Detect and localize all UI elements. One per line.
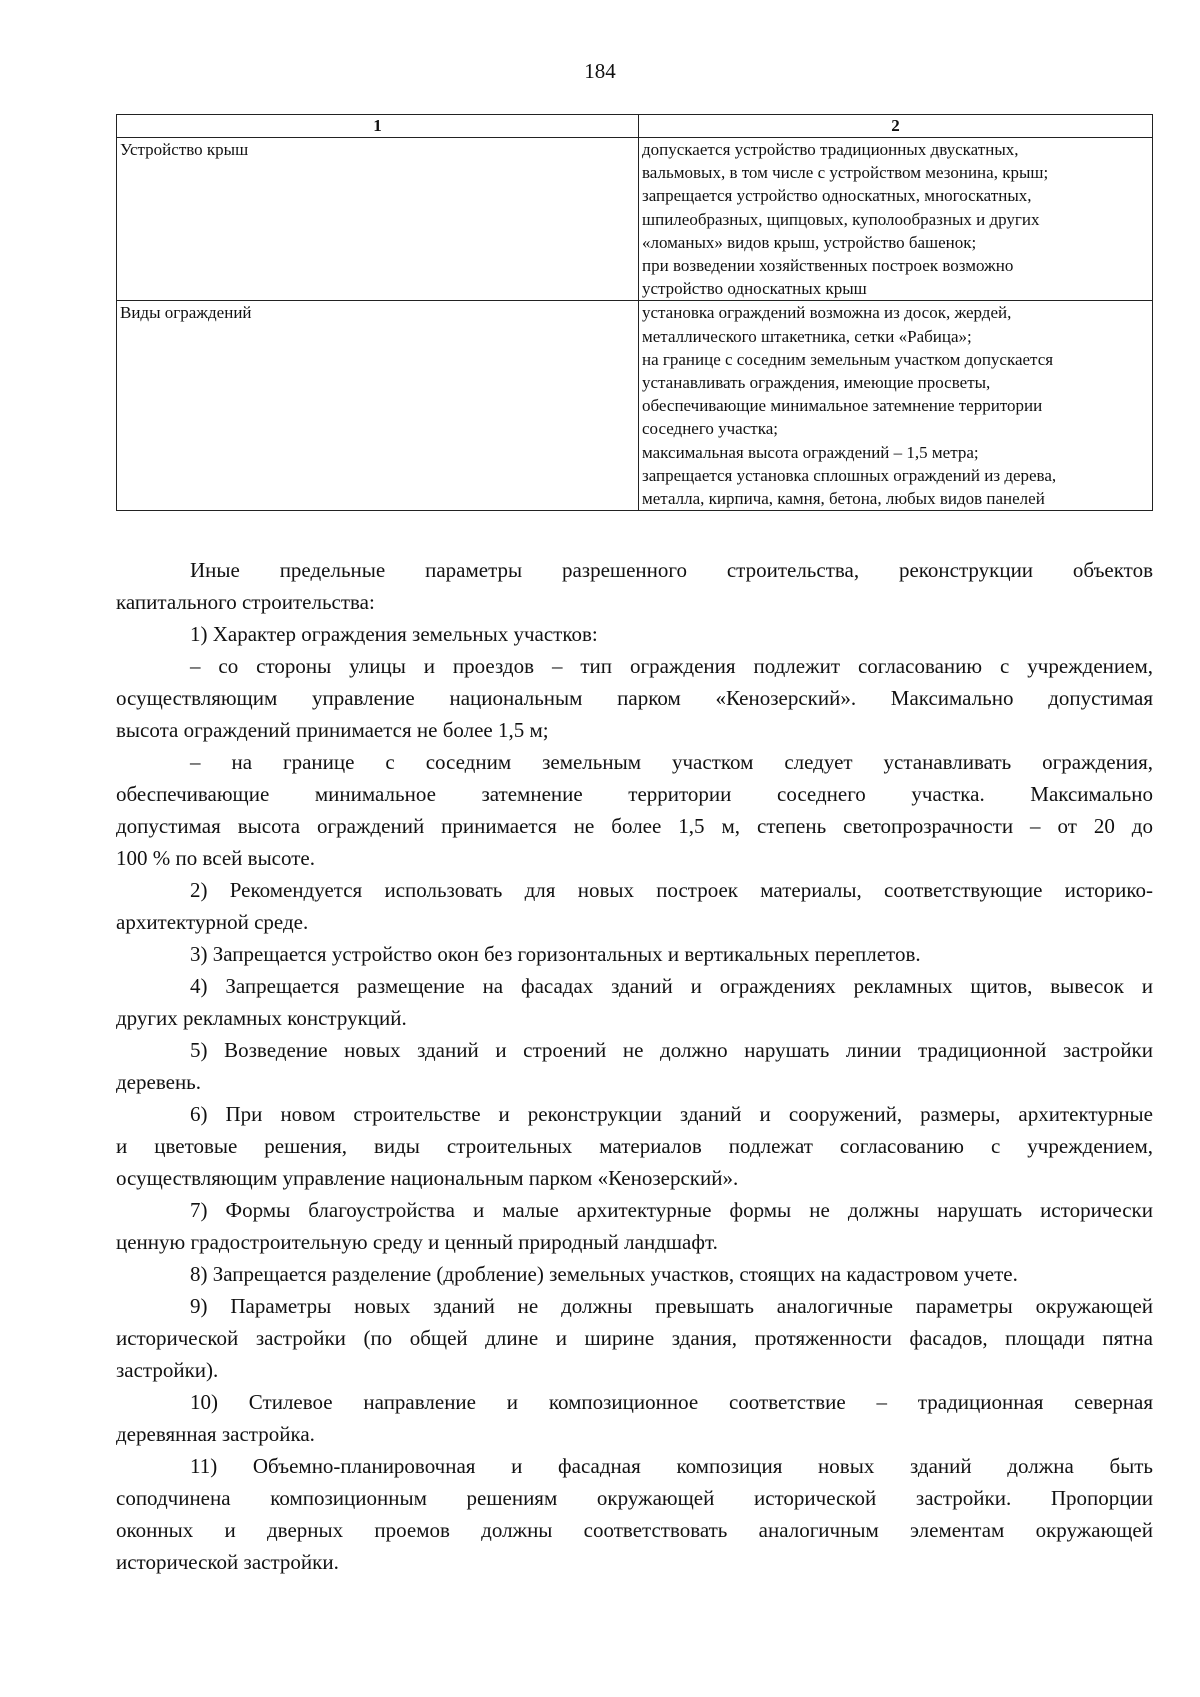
description-line: установка ограждений возможна из досок, жердей, (642, 303, 1012, 323)
parameters-table (116, 114, 1153, 511)
paragraph (116, 1450, 1153, 1578)
paragraph (116, 554, 1153, 618)
paragraph (116, 1290, 1153, 1386)
description-line: устанавливать ограждения, имеющие просветы, (642, 373, 991, 393)
paragraph-line: ценную градостроительную среду и ценный природный ландшафт. (116, 1230, 718, 1254)
paragraph-line: 11) Объемно-планировочная и фасадная композиция новых зданий должна быть (190, 1454, 1153, 1478)
paragraph (116, 1386, 1153, 1450)
paragraph-line: осуществляющим управление национальным парком «Кенозерский». Максимально допустимая (116, 686, 1153, 710)
description-line: металла, кирпича, камня, бетона, любых видов панелей (642, 489, 1045, 509)
paragraph-line: других рекламных конструкций. (116, 1006, 407, 1030)
column-header-1: 1 (117, 115, 639, 138)
table-row (117, 301, 1153, 511)
paragraph (116, 618, 1153, 650)
paragraph-line: 3) Запрещается устройство окон без горизонтальных и вертикальных переплетов. (190, 942, 921, 966)
description-line: металлического штакетника, сетки «Рабица»; (642, 326, 972, 346)
paragraph (116, 938, 1153, 970)
paragraph-line: капитального строительства: (116, 590, 375, 614)
description-line: запрещается устройство односкатных, многоскатных, (642, 186, 1032, 206)
description-line: шпилеобразных, щипцовых, куполообразных и других (642, 209, 1040, 229)
paragraph-line: 1) Характер ограждения земельных участков: (190, 622, 598, 646)
description-line: запрещается установка сплошных ограждений из дерева, (642, 465, 1057, 485)
description-line: обеспечивающие минимальное затемнение территории (642, 396, 1043, 416)
row-description (639, 301, 1153, 511)
paragraph-line: деревень. (116, 1070, 202, 1094)
paragraph-line: – на границе с соседним земельным участком следует устанавливать ограждения, (190, 750, 1153, 774)
row-label: Устройство крыш (117, 138, 639, 301)
paragraph-line: соподчинена композиционным решениям окружающей исторической застройки. Пропорции (116, 1486, 1153, 1510)
paragraph-line: оконных и дверных проемов должны соответствовать аналогичным элементам окружающей (116, 1518, 1153, 1542)
paragraph-line: высота ограждений принимается не более 1,5 м; (116, 718, 549, 742)
description-line: на границе с соседним земельным участком допускается (642, 349, 1054, 369)
paragraph-line: архитектурной среде. (116, 910, 309, 934)
table-header-row (117, 115, 1153, 138)
paragraph-line: застройки). (116, 1358, 219, 1382)
paragraph-line: Иные предельные параметры разрешенного строительства, реконструкции объектов (190, 558, 1153, 582)
paragraph-line: 6) При новом строительстве и реконструкции зданий и сооружений, размеры, архитектурные (190, 1102, 1153, 1126)
paragraph-line: обеспечивающие минимальное затемнение территории соседнего участка. Максимально (116, 782, 1153, 806)
description-line: соседнего участка; (642, 419, 778, 439)
paragraph-line: 8) Запрещается разделение (дробление) земельных участков, стоящих на кадастровом учете. (190, 1262, 1018, 1286)
column-header-2: 2 (639, 115, 1153, 138)
paragraph-line: 4) Запрещается размещение на фасадах зданий и ограждениях рекламных щитов, вывесок и (190, 974, 1153, 998)
page-number: 184 (584, 59, 616, 83)
paragraph-line: – со стороны улицы и проездов – тип ограждения подлежит согласованию с учреждением, (190, 654, 1153, 678)
paragraph (116, 1034, 1153, 1098)
row-label: Виды ограждений (117, 301, 639, 511)
paragraph-line: исторической застройки. (116, 1550, 339, 1574)
description-line: при возведении хозяйственных построек возможно (642, 256, 1014, 276)
paragraph (116, 874, 1153, 938)
description-line: максимальная высота ограждений – 1,5 метра; (642, 442, 979, 462)
body-text (116, 554, 1153, 1578)
paragraph (116, 1098, 1153, 1194)
paragraph (116, 1258, 1153, 1290)
paragraph-line: 7) Формы благоустройства и малые архитектурные формы не должны нарушать исторически (190, 1198, 1153, 1222)
paragraph-line: 2) Рекомендуется использовать для новых построек материалы, соответствующие историко- (190, 878, 1153, 902)
paragraph-line: 10) Стилевое направление и композиционное соответствие – традиционная северная (190, 1390, 1153, 1414)
table-row (117, 138, 1153, 301)
paragraph-line: допустимая высота ограждений принимается не более 1,5 м, степень светопрозрачности – от 20 до (116, 814, 1153, 838)
paragraph-line: осуществляющим управление национальным парком «Кенозерский». (116, 1166, 739, 1190)
description-line: «ломаных» видов крыш, устройство башенок; (642, 232, 977, 252)
paragraph-line: 100 % по всей высоте. (116, 846, 315, 870)
paragraph-line: 9) Параметры новых зданий не должны превышать аналогичные параметры окружающей (190, 1294, 1153, 1318)
description-line: вальмовых, в том числе с устройством мезонина, крыш; (642, 163, 1049, 183)
paragraph (116, 746, 1153, 874)
paragraph (116, 970, 1153, 1034)
paragraph-line: и цветовые решения, виды строительных материалов подлежат согласованию с учреждением, (116, 1134, 1153, 1158)
row-description (639, 138, 1153, 301)
paragraph-line: исторической застройки (по общей длине и ширине здания, протяженности фасадов, площади пятна (116, 1326, 1153, 1350)
paragraph (116, 1194, 1153, 1258)
paragraph (116, 650, 1153, 746)
paragraph-line: деревянная застройка. (116, 1422, 315, 1446)
paragraph-line: 5) Возведение новых зданий и строений не должно нарушать линии традиционной застройки (190, 1038, 1153, 1062)
description-line: допускается устройство традиционных двускатных, (642, 140, 1019, 159)
description-line: устройство односкатных крыш (642, 279, 867, 299)
